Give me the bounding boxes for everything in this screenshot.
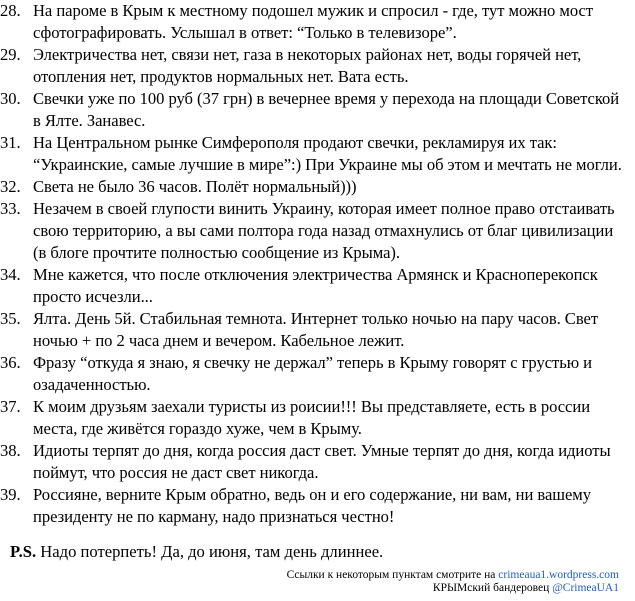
footer-credits: [287, 569, 619, 595]
list-item: [0, 198, 628, 264]
item-number: 38.: [0, 441, 21, 460]
list-item: [0, 264, 628, 308]
list-item: [0, 132, 628, 176]
list-item: [0, 88, 628, 132]
item-text: Незачем в своей глупости винить Украину, которая имеет полное право отстаивать свою территорию, а вы сами полтора года назад отмахнулись от благ цивилизации (в блоге прочтите полностью сообщение из Крыма).: [33, 199, 615, 262]
item-number: 35.: [0, 309, 21, 328]
item-text: Электричества нет, связи нет, газа в некоторых районах нет, воды горячей нет, отопления нет, продуктов нормальных нет. Вата есть.: [33, 45, 582, 86]
item-number: 33.: [0, 199, 21, 218]
list-item: [0, 0, 628, 44]
item-number: 31.: [0, 133, 21, 152]
list-item: [0, 44, 628, 88]
list-item: [0, 484, 628, 528]
item-number: 29.: [0, 45, 21, 64]
item-text: Света не было 36 часов. Полёт нормальный))): [33, 177, 357, 196]
ps-text: Надо потерпеть! Да, до июня, там день длиннее.: [36, 542, 384, 561]
item-number: 32.: [0, 177, 21, 196]
list-item: [0, 308, 628, 352]
item-text: Россияне, верните Крым обратно, ведь он и его содержание, ни вам, ни вашему президенту не по карману, надо признаться честно!: [33, 485, 592, 526]
item-text: Мне кажется, что после отключения электричества Армянск и Красноперекопск просто исчезли...: [33, 265, 598, 306]
item-text: На пароме в Крым к местному подошел мужик и спросил - где, тут можно мост сфотографировать. Услышал в ответ: “Только в телевизоре”.: [33, 1, 594, 42]
item-number: 36.: [0, 353, 21, 372]
item-text: Фразу “откуда я знаю, я свечку не держал” теперь в Крыму говорят с грустью и озадаченностью.: [33, 353, 593, 394]
item-text: На Центральном рынке Симферополя продают свечки, рекламируя их так: “Украинские, самые лучшие в мире”:) При Украине мы об этом и мечтать не могли.: [33, 133, 622, 174]
item-number: 34.: [0, 265, 21, 284]
item-text: К моим друзьям заехали туристы из роисии!!! Вы представляете, есть в россии места, где живётся гораздо хуже, чем в Крыму.: [33, 397, 591, 438]
item-text: Идиоты терпят до дня, когда россия даст свет. Умные терпят до дня, когда идиоты поймут, что россия не даст свет никогда.: [33, 441, 611, 482]
item-number: 28.: [0, 1, 21, 20]
item-number: 37.: [0, 397, 21, 416]
item-number: 30.: [0, 89, 21, 108]
item-text: Свечки уже по 100 руб (37 грн) в вечернее время у перехода на площади Советской в Ялте. Занавес.: [33, 89, 620, 130]
ps-label: P.S.: [10, 542, 37, 561]
footer-author-text: КРЫМский бандеровец: [432, 582, 553, 594]
item-number: 39.: [0, 485, 21, 504]
footer-line-links: [287, 569, 619, 582]
blog-link[interactable]: crimeaua1.wordpress.com: [498, 569, 619, 581]
postscript: [10, 541, 383, 563]
list-item: [0, 396, 628, 440]
twitter-handle-link[interactable]: @CrimeaUA1: [552, 582, 619, 594]
footer-links-text: Ссылки к некоторым пунктам смотрите на: [286, 569, 499, 581]
footer-line-author: [287, 582, 619, 595]
item-text: Ялта. День 5й. Стабильная темнота. Интернет только ночью на пару часов. Свет ночью + по 2 часа днем и вечером. Кабельное лежит.: [33, 309, 599, 350]
list-item: [0, 176, 628, 198]
list-item: [0, 440, 628, 484]
list-item: [0, 352, 628, 396]
